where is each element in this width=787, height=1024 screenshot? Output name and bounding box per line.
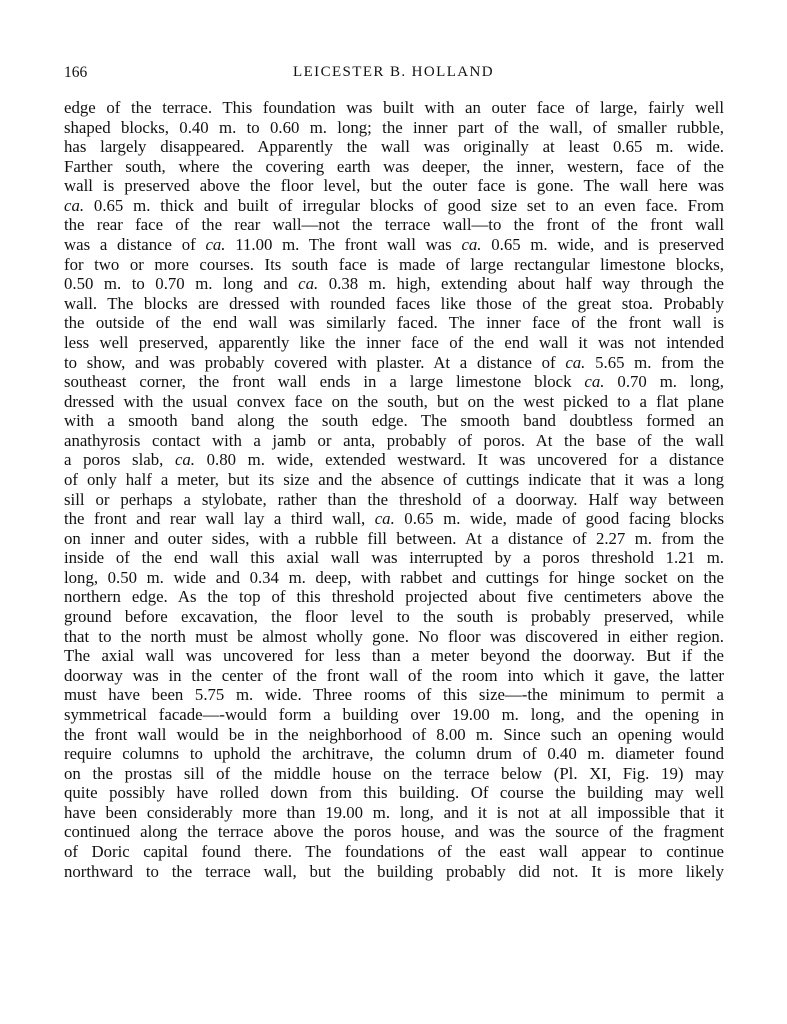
page-number: 166 — [64, 64, 88, 81]
text-line: on the prostas sill of the middle house on the terrace below (Pl. XI, Fig. 19) may — [64, 763, 724, 783]
text-line: The axial wall was uncovered for less than a meter beyond the doorway. But if the — [64, 646, 724, 666]
text-line: on inner and outer sides, with a rubble fill between. At a distance of 2.27 m. from the — [64, 528, 724, 548]
text-line: symmetrical facade—-would form a building over 19.00 m. long, and the opening in — [64, 704, 724, 724]
text-line: of only half a meter, but its size and the absence of cuttings indicate that it was a long — [64, 469, 724, 489]
text-line: Farther south, where the covering earth was deeper, the inner, western, face of the — [64, 156, 724, 176]
text-line: the front wall would be in the neighborhood of 8.00 m. Since such an opening would — [64, 724, 724, 744]
text-line: edge of the terrace. This foundation was built with an outer face of large, fairly well — [64, 98, 724, 117]
text-line: for two or more courses. Its south face is made of large rectangular limestone blocks, — [64, 254, 724, 274]
text-line: to show, and was probably covered with plaster. At a distance of ca. 5.65 m. from the — [64, 352, 724, 372]
text-line: dressed with the usual convex face on the south, but on the west picked to a flat plane — [64, 391, 724, 411]
text-line: require columns to uphold the architrave, the column drum of 0.40 m. diameter found — [64, 744, 724, 764]
text-line: shaped blocks, 0.40 m. to 0.60 m. long; the inner part of the wall, of smaller rubble, — [64, 117, 724, 137]
text-line: the front and rear wall lay a third wall, ca. 0.65 m. wide, made of good facing blocks — [64, 509, 724, 529]
text-line: 0.50 m. to 0.70 m. long and ca. 0.38 m. high, extending about half way through the — [64, 274, 724, 294]
text-line: inside of the end wall this axial wall was interrupted by a poros threshold 1.21 m. — [64, 548, 724, 568]
text-line: wall is preserved above the floor level, but the outer face is gone. The wall here was — [64, 176, 724, 196]
text-line: quite possibly have rolled down from this building. Of course the building may well — [64, 783, 724, 803]
text-line: with a smooth band along the south edge. The smooth band doubtless formed an — [64, 411, 724, 431]
body-text — [64, 98, 724, 881]
page-header — [64, 64, 723, 86]
text-line: of Doric capital found there. The foundations of the east wall appear to continue — [64, 841, 724, 861]
text-line: northward to the terrace wall, but the building probably did not. It is more likely — [64, 861, 724, 881]
text-line: northern edge. As the top of this threshold projected about five centimeters above the — [64, 587, 724, 607]
text-line: doorway was in the center of the front wall of the room into which it gave, the latter — [64, 665, 724, 685]
text-line: ground before excavation, the floor level to the south is probably preserved, while — [64, 607, 724, 627]
text-line: wall. The blocks are dressed with rounded faces like those of the great stoa. Probably — [64, 293, 724, 313]
text-line: was a distance of ca. 11.00 m. The front wall was ca. 0.65 m. wide, and is preserved — [64, 235, 724, 255]
text-line: southeast corner, the front wall ends in a large limestone block ca. 0.70 m. long, — [64, 372, 724, 392]
text-line: anathyrosis contact with a jamb or anta, probably of poros. At the base of the wall — [64, 430, 724, 450]
text-line: a poros slab, ca. 0.80 m. wide, extended westward. It was uncovered for a distance — [64, 450, 724, 470]
text-line: the outside of the end wall was similarly faced. The inner face of the front wall is — [64, 313, 724, 333]
text-line: sill or perhaps a stylobate, rather than the threshold of a doorway. Half way between — [64, 489, 724, 509]
text-line: that to the north must be almost wholly gone. No floor was discovered in either region. — [64, 626, 724, 646]
text-line: less well preserved, apparently like the inner face of the end wall it was not intended — [64, 332, 724, 352]
text-line: has largely disappeared. Apparently the wall was originally at least 0.65 m. wide. — [64, 137, 724, 157]
text-line: ca. 0.65 m. thick and built of irregular blocks of good size set to an even face. From — [64, 195, 724, 215]
text-line: continued along the terrace above the poros house, and was the source of the fragment — [64, 822, 724, 842]
text-line: must have been 5.75 m. wide. Three rooms of this size—-the minimum to permit a — [64, 685, 724, 705]
text-line: long, 0.50 m. wide and 0.34 m. deep, with rabbet and cuttings for hinge socket on the — [64, 567, 724, 587]
text-line: have been considerably more than 19.00 m. long, and it is not at all impossible that it — [64, 802, 724, 822]
running-head: LEICESTER B. HOLLAND — [293, 64, 494, 80]
text-line: the rear face of the rear wall—not the terrace wall—to the front of the front wall — [64, 215, 724, 235]
